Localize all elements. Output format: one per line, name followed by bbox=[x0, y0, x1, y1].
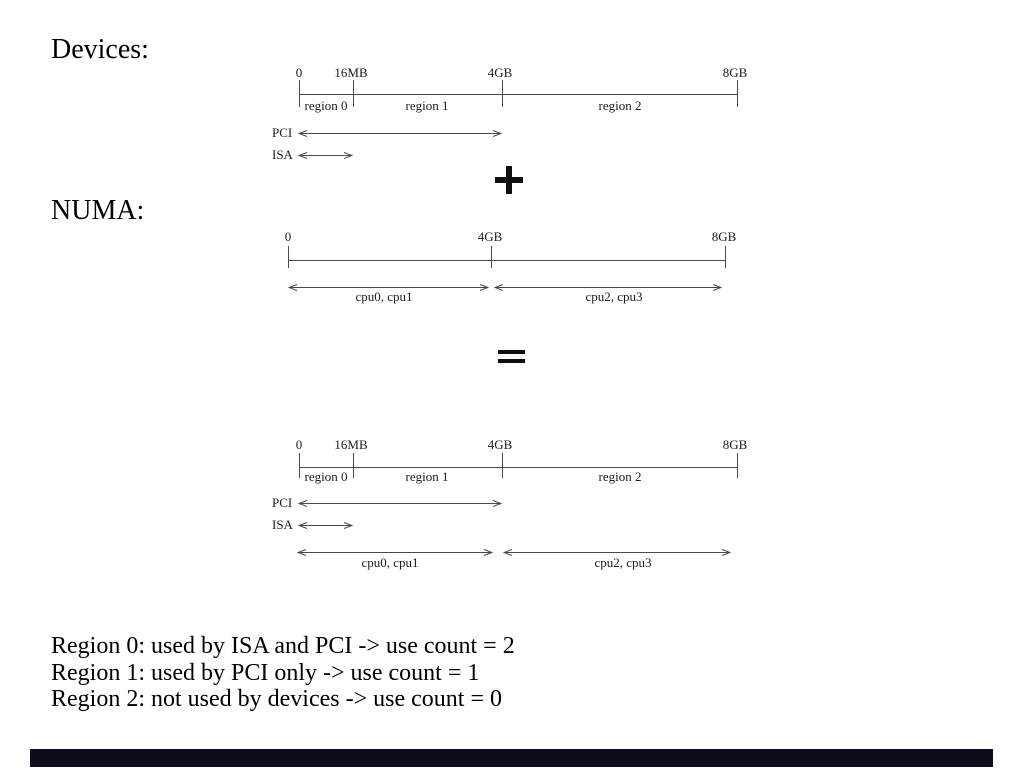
axis-tick-label: 0 bbox=[284, 229, 292, 244]
numa-node-label: cpu2, cpu3 bbox=[585, 289, 643, 304]
pci-range-arrow bbox=[298, 129, 502, 138]
axis-tick-label: 4GB bbox=[477, 229, 503, 244]
footer-bar bbox=[30, 749, 993, 767]
axis-tick bbox=[288, 246, 289, 268]
axis-tick-label: 16MB bbox=[334, 437, 368, 452]
pci-label: PCI bbox=[272, 125, 293, 140]
axis-tick-label: 8GB bbox=[722, 65, 748, 80]
isa-label: ISA bbox=[272, 147, 293, 162]
isa-label: ISA bbox=[272, 517, 293, 532]
numa-section-title: NUMA: bbox=[51, 195, 145, 226]
region-label: region 1 bbox=[405, 469, 449, 484]
pci-range-arrow bbox=[298, 499, 502, 508]
isa-range-arrow bbox=[298, 521, 353, 530]
axis-tick bbox=[353, 453, 354, 478]
region-label: region 2 bbox=[598, 98, 642, 113]
axis-tick bbox=[353, 80, 354, 107]
numa-node-label: cpu0, cpu1 bbox=[355, 289, 413, 304]
region-label: region 1 bbox=[405, 98, 449, 113]
numa-node-label: cpu0, cpu1 bbox=[361, 555, 419, 570]
region-label: region 2 bbox=[598, 469, 642, 484]
devices-section-title: Devices: bbox=[51, 34, 149, 65]
axis-tick bbox=[502, 453, 503, 478]
axis-tick bbox=[737, 453, 738, 478]
note-line: Region 2: not used by devices -> use count = 0 bbox=[51, 686, 502, 712]
axis-tick bbox=[299, 80, 300, 107]
axis-tick bbox=[299, 453, 300, 478]
axis-tick bbox=[502, 80, 503, 107]
axis-line bbox=[288, 260, 725, 261]
axis-tick-label: 0 bbox=[295, 437, 303, 452]
isa-range-arrow bbox=[298, 151, 353, 160]
note-line: Region 1: used by PCI only -> use count = 1 bbox=[51, 659, 480, 686]
axis-tick bbox=[725, 246, 726, 268]
pci-label: PCI bbox=[272, 495, 293, 510]
axis-tick-label: 4GB bbox=[487, 437, 513, 452]
region-label: region 0 bbox=[304, 98, 348, 113]
region-label: region 0 bbox=[304, 469, 348, 484]
axis-tick-label: 8GB bbox=[711, 229, 737, 244]
axis-tick bbox=[491, 246, 492, 268]
axis-tick-label: 4GB bbox=[487, 65, 513, 80]
axis-line bbox=[299, 94, 737, 95]
axis-line bbox=[299, 467, 737, 468]
note-line: Region 0: used by ISA and PCI -> use count = 2 bbox=[51, 633, 515, 659]
axis-tick-label: 8GB bbox=[722, 437, 748, 452]
numa-node-label: cpu2, cpu3 bbox=[594, 555, 652, 570]
region-use-count-notes bbox=[51, 633, 515, 713]
axis-tick bbox=[737, 80, 738, 107]
axis-tick-label: 16MB bbox=[334, 65, 368, 80]
axis-tick-label: 0 bbox=[295, 65, 303, 80]
